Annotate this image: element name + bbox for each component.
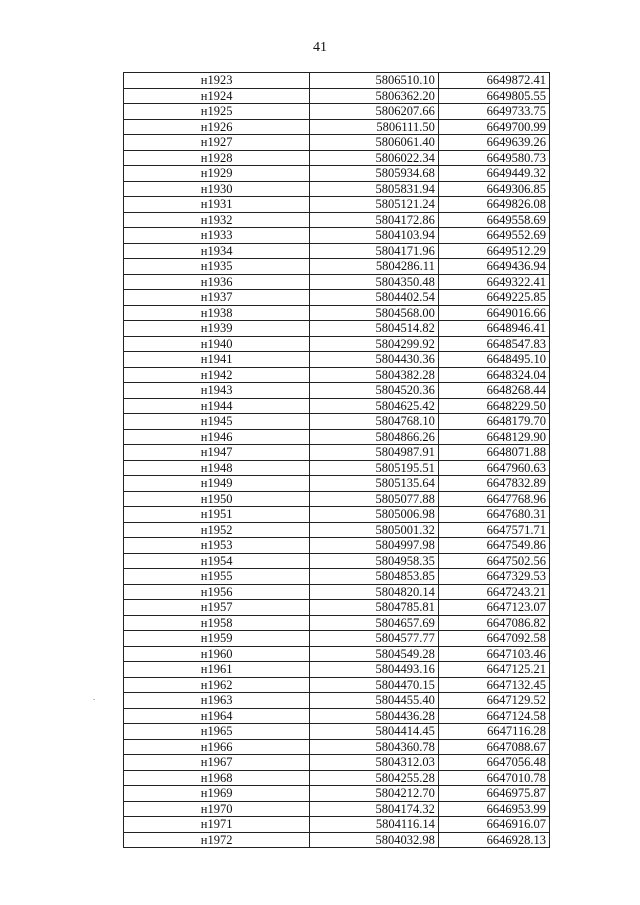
y-coordinate-cell: 6647329.53 xyxy=(438,569,549,585)
point-name-cell: н1971 xyxy=(124,817,310,833)
table-row xyxy=(124,615,550,631)
point-name-cell: н1937 xyxy=(124,290,310,306)
y-coordinate-cell: 6649512.29 xyxy=(438,243,549,259)
x-coordinate-cell: 5804958.35 xyxy=(310,553,439,569)
table-row xyxy=(124,584,550,600)
x-coordinate-cell: 5804987.91 xyxy=(310,445,439,461)
point-name-cell: н1962 xyxy=(124,677,310,693)
point-name-cell: н1961 xyxy=(124,662,310,678)
table-row xyxy=(124,538,550,554)
point-name-cell: н1944 xyxy=(124,398,310,414)
point-name-cell: н1924 xyxy=(124,88,310,104)
y-coordinate-cell: 6647502.56 xyxy=(438,553,549,569)
table-row xyxy=(124,460,550,476)
y-coordinate-cell: 6647243.21 xyxy=(438,584,549,600)
point-name-cell: н1949 xyxy=(124,476,310,492)
point-name-cell: н1964 xyxy=(124,708,310,724)
point-name-cell: н1956 xyxy=(124,584,310,600)
y-coordinate-cell: 6647086.82 xyxy=(438,615,549,631)
x-coordinate-cell: 5804625.42 xyxy=(310,398,439,414)
table-row xyxy=(124,228,550,244)
y-coordinate-cell: 6646975.87 xyxy=(438,786,549,802)
point-name-cell: н1963 xyxy=(124,693,310,709)
y-coordinate-cell: 6648495.10 xyxy=(438,352,549,368)
y-coordinate-cell: 6647092.58 xyxy=(438,631,549,647)
x-coordinate-cell: 5805001.32 xyxy=(310,522,439,538)
point-name-cell: н1952 xyxy=(124,522,310,538)
table-row xyxy=(124,600,550,616)
table-row xyxy=(124,755,550,771)
x-coordinate-cell: 5806362.20 xyxy=(310,88,439,104)
table-row xyxy=(124,414,550,430)
y-coordinate-cell: 6649700.99 xyxy=(438,119,549,135)
point-name-cell: н1929 xyxy=(124,166,310,182)
table-row xyxy=(124,677,550,693)
point-name-cell: н1933 xyxy=(124,228,310,244)
x-coordinate-cell: 5805195.51 xyxy=(310,460,439,476)
point-name-cell: н1926 xyxy=(124,119,310,135)
x-coordinate-cell: 5804997.98 xyxy=(310,538,439,554)
point-name-cell: н1945 xyxy=(124,414,310,430)
point-name-cell: н1927 xyxy=(124,135,310,151)
y-coordinate-cell: 6647571.71 xyxy=(438,522,549,538)
point-name-cell: н1938 xyxy=(124,305,310,321)
stray-mark: . xyxy=(93,692,96,702)
table-row xyxy=(124,73,550,89)
table-row xyxy=(124,383,550,399)
point-name-cell: н1950 xyxy=(124,491,310,507)
table-row xyxy=(124,445,550,461)
x-coordinate-cell: 5805077.88 xyxy=(310,491,439,507)
y-coordinate-cell: 6649552.69 xyxy=(438,228,549,244)
point-name-cell: н1957 xyxy=(124,600,310,616)
x-coordinate-cell: 5804568.00 xyxy=(310,305,439,321)
table-row xyxy=(124,398,550,414)
table-row xyxy=(124,770,550,786)
x-coordinate-cell: 5804103.94 xyxy=(310,228,439,244)
table-row xyxy=(124,305,550,321)
x-coordinate-cell: 5806510.10 xyxy=(310,73,439,89)
y-coordinate-cell: 6648179.70 xyxy=(438,414,549,430)
x-coordinate-cell: 5804174.32 xyxy=(310,801,439,817)
x-coordinate-cell: 5804514.82 xyxy=(310,321,439,337)
y-coordinate-cell: 6649016.66 xyxy=(438,305,549,321)
y-coordinate-cell: 6649805.55 xyxy=(438,88,549,104)
point-name-cell: н1925 xyxy=(124,104,310,120)
point-name-cell: н1934 xyxy=(124,243,310,259)
x-coordinate-cell: 5804212.70 xyxy=(310,786,439,802)
table-row xyxy=(124,476,550,492)
point-name-cell: н1966 xyxy=(124,739,310,755)
x-coordinate-cell: 5805831.94 xyxy=(310,181,439,197)
table-row xyxy=(124,693,550,709)
y-coordinate-cell: 6648268.44 xyxy=(438,383,549,399)
y-coordinate-cell: 6649558.69 xyxy=(438,212,549,228)
point-name-cell: н1953 xyxy=(124,538,310,554)
table-row xyxy=(124,119,550,135)
y-coordinate-cell: 6649733.75 xyxy=(438,104,549,120)
page-number: 41 xyxy=(313,40,327,55)
x-coordinate-cell: 5804299.92 xyxy=(310,336,439,352)
table-row xyxy=(124,197,550,213)
x-coordinate-cell: 5804470.15 xyxy=(310,677,439,693)
x-coordinate-cell: 5806111.50 xyxy=(310,119,439,135)
table-row xyxy=(124,212,550,228)
table-row xyxy=(124,135,550,151)
x-coordinate-cell: 5805934.68 xyxy=(310,166,439,182)
x-coordinate-cell: 5806207.66 xyxy=(310,104,439,120)
table-row xyxy=(124,104,550,120)
y-coordinate-cell: 6647680.31 xyxy=(438,507,549,523)
x-coordinate-cell: 5804255.28 xyxy=(310,770,439,786)
y-coordinate-cell: 6647132.45 xyxy=(438,677,549,693)
point-name-cell: н1969 xyxy=(124,786,310,802)
y-coordinate-cell: 6647832.89 xyxy=(438,476,549,492)
table-row xyxy=(124,569,550,585)
table-row xyxy=(124,708,550,724)
point-name-cell: н1954 xyxy=(124,553,310,569)
y-coordinate-cell: 6646953.99 xyxy=(438,801,549,817)
x-coordinate-cell: 5804520.36 xyxy=(310,383,439,399)
point-name-cell: н1970 xyxy=(124,801,310,817)
point-name-cell: н1965 xyxy=(124,724,310,740)
table-row xyxy=(124,553,550,569)
x-coordinate-cell: 5805006.98 xyxy=(310,507,439,523)
x-coordinate-cell: 5804549.28 xyxy=(310,646,439,662)
y-coordinate-cell: 6649449.32 xyxy=(438,166,549,182)
point-name-cell: н1928 xyxy=(124,150,310,166)
y-coordinate-cell: 6647549.86 xyxy=(438,538,549,554)
point-name-cell: н1955 xyxy=(124,569,310,585)
table-row xyxy=(124,352,550,368)
x-coordinate-cell: 5804493.16 xyxy=(310,662,439,678)
x-coordinate-cell: 5804402.54 xyxy=(310,290,439,306)
table-row xyxy=(124,491,550,507)
table-row xyxy=(124,429,550,445)
x-coordinate-cell: 5804350.48 xyxy=(310,274,439,290)
y-coordinate-cell: 6648071.88 xyxy=(438,445,549,461)
y-coordinate-cell: 6648547.83 xyxy=(438,336,549,352)
table-row xyxy=(124,646,550,662)
point-name-cell: н1936 xyxy=(124,274,310,290)
y-coordinate-cell: 6649322.41 xyxy=(438,274,549,290)
y-coordinate-cell: 6649306.85 xyxy=(438,181,549,197)
x-coordinate-cell: 5804414.45 xyxy=(310,724,439,740)
y-coordinate-cell: 6647010.78 xyxy=(438,770,549,786)
point-name-cell: н1941 xyxy=(124,352,310,368)
table-row xyxy=(124,786,550,802)
point-name-cell: н1958 xyxy=(124,615,310,631)
x-coordinate-cell: 5804866.26 xyxy=(310,429,439,445)
y-coordinate-cell: 6648129.90 xyxy=(438,429,549,445)
x-coordinate-cell: 5804171.96 xyxy=(310,243,439,259)
table-row xyxy=(124,662,550,678)
point-name-cell: н1931 xyxy=(124,197,310,213)
x-coordinate-cell: 5804360.78 xyxy=(310,739,439,755)
table-row xyxy=(124,367,550,383)
table-row xyxy=(124,801,550,817)
y-coordinate-cell: 6649436.94 xyxy=(438,259,549,275)
x-coordinate-cell: 5804382.28 xyxy=(310,367,439,383)
table-row xyxy=(124,290,550,306)
x-coordinate-cell: 5804172.86 xyxy=(310,212,439,228)
point-name-cell: н1959 xyxy=(124,631,310,647)
table-row xyxy=(124,321,550,337)
y-coordinate-cell: 6649826.08 xyxy=(438,197,549,213)
point-name-cell: н1943 xyxy=(124,383,310,399)
x-coordinate-cell: 5804853.85 xyxy=(310,569,439,585)
table-row xyxy=(124,724,550,740)
point-name-cell: н1946 xyxy=(124,429,310,445)
point-name-cell: н1940 xyxy=(124,336,310,352)
coordinates-table xyxy=(123,72,550,848)
point-name-cell: н1942 xyxy=(124,367,310,383)
point-name-cell: н1967 xyxy=(124,755,310,771)
y-coordinate-cell: 6649872.41 xyxy=(438,73,549,89)
y-coordinate-cell: 6647103.46 xyxy=(438,646,549,662)
table-row xyxy=(124,88,550,104)
point-name-cell: н1939 xyxy=(124,321,310,337)
y-coordinate-cell: 6647116.28 xyxy=(438,724,549,740)
y-coordinate-cell: 6648324.04 xyxy=(438,367,549,383)
y-coordinate-cell: 6647123.07 xyxy=(438,600,549,616)
x-coordinate-cell: 5804032.98 xyxy=(310,832,439,848)
y-coordinate-cell: 6647129.52 xyxy=(438,693,549,709)
y-coordinate-cell: 6647960.63 xyxy=(438,460,549,476)
point-name-cell: н1930 xyxy=(124,181,310,197)
x-coordinate-cell: 5804657.69 xyxy=(310,615,439,631)
y-coordinate-cell: 6647124.58 xyxy=(438,708,549,724)
x-coordinate-cell: 5804455.40 xyxy=(310,693,439,709)
x-coordinate-cell: 5804430.36 xyxy=(310,352,439,368)
table-row xyxy=(124,522,550,538)
x-coordinate-cell: 5804768.10 xyxy=(310,414,439,430)
table-row xyxy=(124,631,550,647)
table-row xyxy=(124,181,550,197)
point-name-cell: н1960 xyxy=(124,646,310,662)
x-coordinate-cell: 5804116.14 xyxy=(310,817,439,833)
table-row xyxy=(124,150,550,166)
point-name-cell: н1972 xyxy=(124,832,310,848)
x-coordinate-cell: 5806061.40 xyxy=(310,135,439,151)
x-coordinate-cell: 5806022.34 xyxy=(310,150,439,166)
x-coordinate-cell: 5804436.28 xyxy=(310,708,439,724)
point-name-cell: н1935 xyxy=(124,259,310,275)
y-coordinate-cell: 6647088.67 xyxy=(438,739,549,755)
point-name-cell: н1947 xyxy=(124,445,310,461)
y-coordinate-cell: 6646916.07 xyxy=(438,817,549,833)
x-coordinate-cell: 5805121.24 xyxy=(310,197,439,213)
table-row xyxy=(124,166,550,182)
y-coordinate-cell: 6648229.50 xyxy=(438,398,549,414)
table-row xyxy=(124,336,550,352)
x-coordinate-cell: 5804286.11 xyxy=(310,259,439,275)
y-coordinate-cell: 6647056.48 xyxy=(438,755,549,771)
x-coordinate-cell: 5805135.64 xyxy=(310,476,439,492)
y-coordinate-cell: 6649639.26 xyxy=(438,135,549,151)
point-name-cell: н1923 xyxy=(124,73,310,89)
x-coordinate-cell: 5804785.81 xyxy=(310,600,439,616)
x-coordinate-cell: 5804820.14 xyxy=(310,584,439,600)
y-coordinate-cell: 6649580.73 xyxy=(438,150,549,166)
y-coordinate-cell: 6649225.85 xyxy=(438,290,549,306)
table-row xyxy=(124,832,550,848)
y-coordinate-cell: 6647125.21 xyxy=(438,662,549,678)
coordinates-table-body xyxy=(124,73,550,848)
y-coordinate-cell: 6647768.96 xyxy=(438,491,549,507)
y-coordinate-cell: 6646928.13 xyxy=(438,832,549,848)
point-name-cell: н1951 xyxy=(124,507,310,523)
point-name-cell: н1968 xyxy=(124,770,310,786)
x-coordinate-cell: 5804312.03 xyxy=(310,755,439,771)
table-row xyxy=(124,259,550,275)
table-row xyxy=(124,817,550,833)
table-row xyxy=(124,739,550,755)
point-name-cell: н1932 xyxy=(124,212,310,228)
point-name-cell: н1948 xyxy=(124,460,310,476)
table-row xyxy=(124,507,550,523)
x-coordinate-cell: 5804577.77 xyxy=(310,631,439,647)
table-row xyxy=(124,243,550,259)
table-row xyxy=(124,274,550,290)
y-coordinate-cell: 6648946.41 xyxy=(438,321,549,337)
